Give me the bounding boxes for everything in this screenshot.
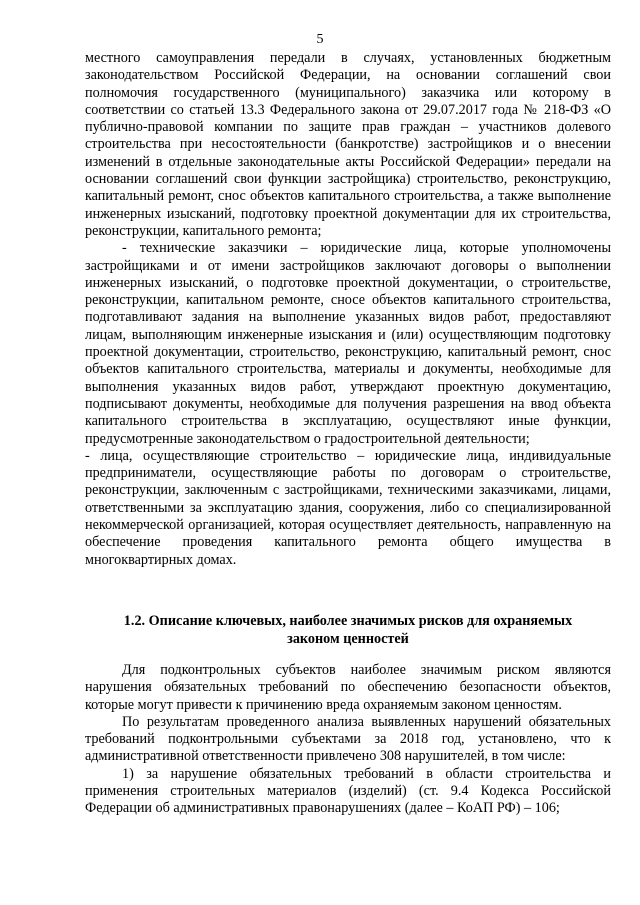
paragraph-analysis-results: По результатам проведенного анализа выявленных нарушений обязательных требований подконтрольными субъектами за 2018 год, установлено, что к административной ответственности привлечено 308 нарушителей, в том числе: [85,713,611,765]
page-number: 5 [316,32,324,47]
section-heading [85,612,611,648]
section-heading-line-2: законом ценностей [287,631,409,647]
paragraph-violation-item-1: 1) за нарушение обязательных требований в области строительства и применения строительных материалов (изделий) (ст. 9.4 Кодекса Российской Федерации об административных правонарушениях (далее – КоАП РФ) – 106; [85,765,611,817]
paragraph-technical-customers: - технические заказчики – юридические лица, которые уполномочены застройщиками и от имени застройщиков заключают договоры о выполнении инженерных изысканий, о подготовке проектной документации, о строительстве, реконструкции, капитальном ремонте, сносе объектов капитального строительства, подготавливают задания на выполнение указанных видов работ, предоставляют лицам, выполняющим инженерные изыскания и (или) осуществляющим подготовку проектной документации, строительство, реконструкцию, капитальный ремонт, снос объектов капитального строительства, материалы и документы, необходимые для выполнения указанных видов работ, утверждают проектную документацию, подписывают документы, необходимые для получения разрешения на ввод объекта капитального строительства в эксплуатацию, осуществляют иные функции, предусмотренные законодательством о градостроительной деятельности; [85,240,611,447]
section-heading-line-1: 1.2. Описание ключевых, наиболее значимых рисков для охраняемых [123,613,573,629]
paragraph-clients-continued: местного самоуправления передали в случаях, установленных бюджетным законодательством Российской Федерации, на основании соглашений свои полномочия государственного (муниципального) заказчика или которому в соответствии со статьей 13.3 Федерального закона от 29.07.2017 года № 218-ФЗ «О публично-правовой компании по защите прав граждан – участников долевого строительства при несостоятельности (банкротстве) застройщиков и о внесении изменений в отдельные законодательные акты Российской Федерации» передали на основании соглашений свои функции застройщика) строительство, реконструкцию, капитальный ремонт, снос объектов капитального строительства, а также выполнение инженерных изысканий, подготовку проектной документации для их строительства, реконструкции, капитального ремонта; [85,50,611,239]
paragraph-key-risk: Для подконтрольных субъектов наиболее значимым риском являются нарушения обязательных требований по обеспечению безопасности объектов, которые могут привести к причинению вреда охраняемым законом ценностям. [85,662,611,713]
body-text-top [85,50,611,569]
paragraph-builders: - лица, осуществляющие строительство – юридические лица, индивидуальные предприниматели, осуществляющие работы по договорам о строительстве, реконструкции, заключенным с застройщиками, техническими заказчиками, лицами, ответственными за эксплуатацию здания, сооружения, либо со специализированной некоммерческой организацией, которая осуществляет деятельность, направленную на обеспечение проведения капитального ремонта общего имущества в многоквартирных домах. [85,447,611,568]
body-text-bottom [85,662,611,818]
